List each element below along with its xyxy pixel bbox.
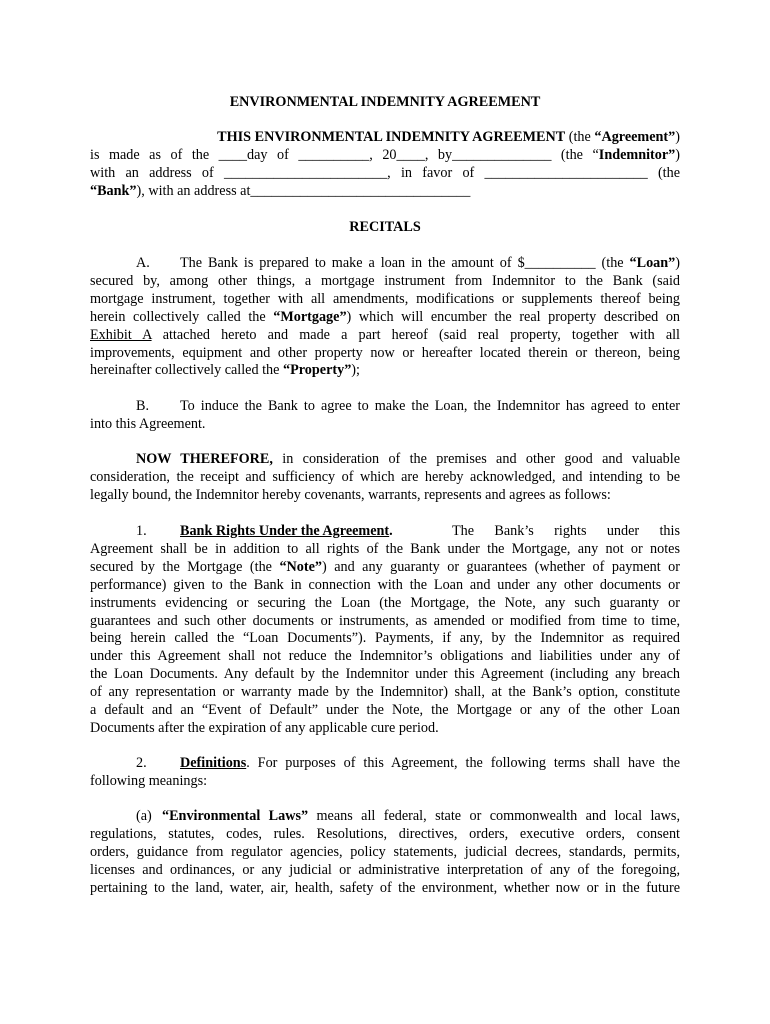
intro-line-2: is made as of the ____day of __________, 20____, by______________ (the “Indemnitor”) [90,146,680,163]
intro-line-1: THIS ENVIRONMENTAL INDEMNITY AGREEMENT (the “Agreement”) [217,129,680,145]
section-2: 2. Definitions. For purposes of this Agreement, the following terms shall have the following meanings: [90,755,680,789]
section-2-heading: Definitions [180,755,247,771]
section-1-number: 1. [136,523,147,539]
recital-b-label: B. [136,398,150,414]
intro-line-3: with an address of _______________________, in favor of _______________________ (the [90,164,680,181]
section-2a-label: (a) [136,808,152,824]
section-2a: (a) “Environmental Laws” means all federal, state or commonwealth and local laws, regulations, statutes, codes, rules. Resolutions, directives, orders, executive orders, consent orders, guidance from regulator agencies, policy statements, judicial decrees, standards, permits, licenses and ordinances, or any judicial or administrative interpretation of any of the foregoing, pertaining to the land, water, air, health, safety of the environment, whether now or in the future [90,808,680,896]
section-1: 1. Bank Rights Under the Agreement. The Bank’s rights under this Agreement shall be in addition to all rights of the Bank under the Mortgage, any not or notes secured by the Mortgage (the “Note”) and any guaranty or guarantees (whether of payment or performance) given to the Bank in connection with the Loan and under any other documents or instruments evidencing or securing the Loan (the Mortgage, the Note, any such guaranty or guarantees and such other documents or instruments, as amended or modified from time to time, being herein called the “Loan Documents”). Payments, if any, by the Indemnitor as required under this Agreement shall not reduce the Indemnitor’s obligations and liabilities under any of the Loan Documents. Any default by the Indemnitor under this Agreement (including any breach of any representation or warranty made by the Indemnitor) shall, at the Bank’s option, constitute a default and an “Event of Default” under the Note, the Mortgage or any of the other Loan Documents after the expiration of any applicable cure period. [90,523,680,736]
now-therefore-paragraph: NOW THEREFORE, in consideration of the premises and other good and valuable consideration, the receipt and sufficiency of which are hereby acknowledged, and intending to be legally bound, the Indemnitor hereby covenants, warrants, represents and agrees as follows: [90,451,680,503]
agreement-name: THIS ENVIRONMENTAL INDEMNITY AGREEMENT [217,129,566,145]
recital-a-label: A. [136,255,150,271]
intro-line-4: “Bank”), with an address at_______________________________ [90,182,471,199]
recital-a-line-1: A. The Bank is prepared to make a loan in the amount of $__________ (the “Loan”) [90,255,680,273]
section-2-number: 2. [136,755,147,771]
recitals-heading: RECITALS [349,219,421,235]
document-title: ENVIRONMENTAL INDEMNITY AGREEMENT [229,94,541,110]
exhibit-a-reference: Exhibit A [90,326,152,343]
recital-a: A. The Bank is prepared to make a loan in the amount of $__________ (the “Loan”) secured by, among other things, a mortgage instrument from Indemnitor to the Bank (said mortgage instrument, together with all amendments, modifications or supplements thereof being herein collectively called the “Mortgage”) which will encumber the real property described on Exhibit A attached hereto and made a part hereof (said real property, together with all improvements, equipment and other property now or hereafter located therein or thereon, being hereinafter collectively called the “Property”); [90,255,681,379]
intro-paragraph [90,129,680,201]
recital-b: B. To induce the Bank to agree to make the Loan, the Indemnitor has agreed to enter into this Agreement. [90,398,680,432]
section-1-heading: Bank Rights Under the Agreement [180,523,390,539]
environmental-laws-term: “Environmental Laws” [162,808,309,824]
